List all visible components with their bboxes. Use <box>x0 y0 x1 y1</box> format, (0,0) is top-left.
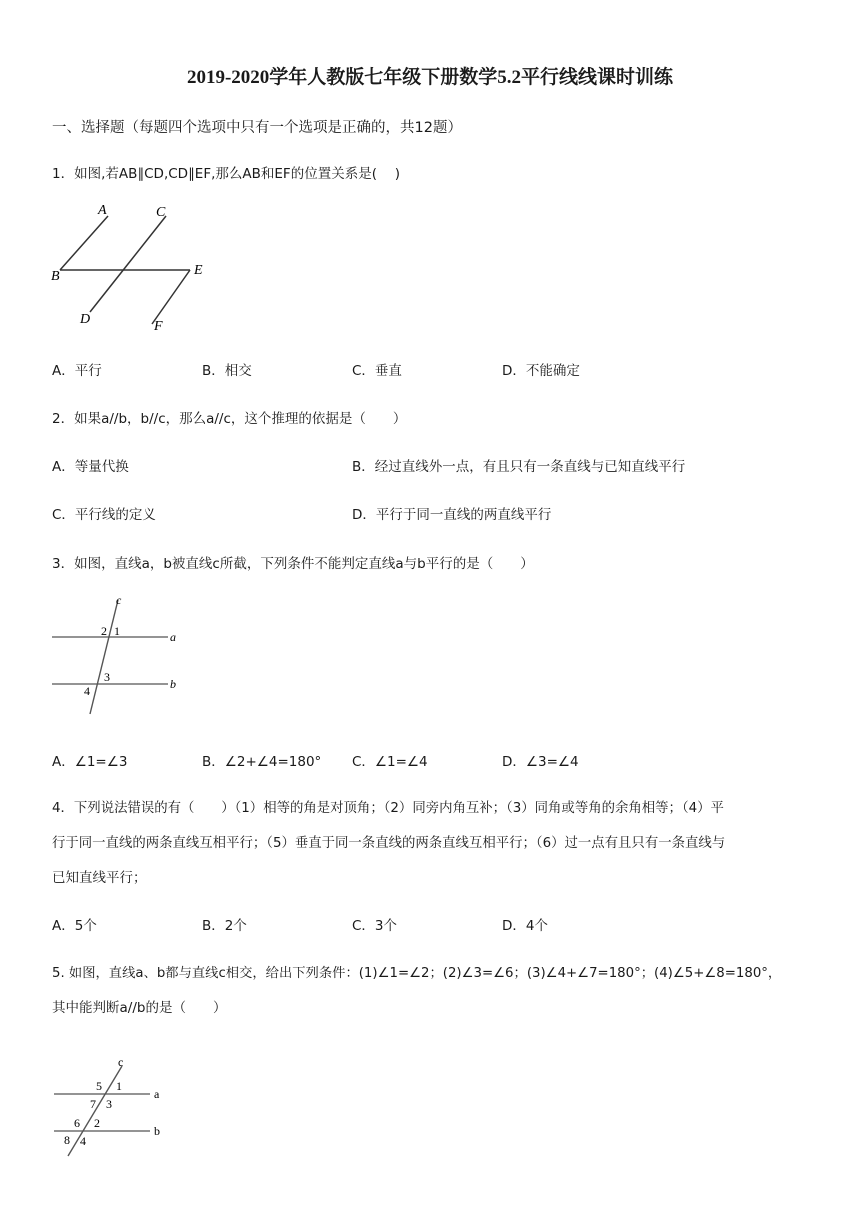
q1-option-d[interactable]: D．不能确定 <box>502 363 580 379</box>
section-heading: 一、选择题（每题四个选项中只有一个选项是正确的，共12题） <box>52 120 462 136</box>
q1-option-a[interactable]: A．平行 <box>52 363 102 379</box>
label-D: D <box>80 312 91 327</box>
angle-4-label: 4 <box>80 1134 86 1148</box>
angle-5-label: 5 <box>96 1079 102 1093</box>
q3-option-c[interactable]: C．∠1=∠4 <box>352 754 428 770</box>
q4-option-a[interactable]: A．5个 <box>52 918 97 934</box>
angle-2-label: 2 <box>94 1116 100 1130</box>
q1-option-c[interactable]: C．垂直 <box>352 363 402 379</box>
q3-option-d[interactable]: D．∠3=∠4 <box>502 754 579 770</box>
q4-option-c[interactable]: C．3个 <box>352 918 398 934</box>
q2-option-b[interactable]: B．经过直线外一点，有且只有一条直线与已知直线平行 <box>352 459 686 475</box>
question-5-figure <box>46 1054 176 1164</box>
question-4-line-3: 已知直线平行； <box>52 870 147 886</box>
label-a: a <box>154 1087 160 1101</box>
label-E: E <box>194 263 203 278</box>
question-4-line-2: 行于同一直线的两条直线互相平行；（5）垂直于同一条直线的两条直线互相平行；（6）过一点有且只有一条直线与 <box>52 836 726 851</box>
angle-6-label: 6 <box>74 1116 80 1130</box>
question-5-line-2: 其中能判断a//b的是（ ） <box>52 1000 227 1016</box>
question-5-line-1: 5. 如图，直线a、b都与直线c相交，给出下列条件：(1)∠1=∠2；(2)∠3=∠6；(3)∠4+∠7=180°；(4)∠5+∠8=180°， <box>52 966 782 981</box>
angle-3-label: 3 <box>104 670 110 684</box>
angle-8-label: 8 <box>64 1133 70 1147</box>
angle-4-label: 4 <box>84 684 90 698</box>
q3-option-b[interactable]: B．∠2+∠4=180° <box>202 754 322 770</box>
question-1-figure <box>46 200 216 335</box>
q1-option-b[interactable]: B．相交 <box>202 363 252 379</box>
label-c: c <box>118 1055 124 1069</box>
angle-2-label: 2 <box>101 624 107 638</box>
angle-7-label: 7 <box>90 1097 96 1111</box>
q2-option-c[interactable]: C．平行线的定义 <box>52 507 156 523</box>
question-2-stem: 2．如果a//b，b//c，那么a//c，这个推理的依据是（ ） <box>52 411 407 427</box>
label-b: b <box>154 1124 160 1138</box>
label-B: B <box>51 269 60 284</box>
question-4-line-1: 4．下列说法错误的有（ ）（1）相等的角是对顶角；（2）同旁内角互补；（3）同角或等角的余角相等；（4）平 <box>52 801 724 816</box>
page-title: 2019-2020学年人教版七年级下册数学5.2平行线线课时训练 <box>186 67 674 88</box>
question-1-stem: 1．如图,若AB∥CD,CD∥EF,那么AB和EF的位置关系是( ) <box>52 166 401 182</box>
q4-option-b[interactable]: B．2个 <box>202 918 247 934</box>
question-3-stem: 3．如图，直线a，b被直线c所截，下列条件不能判定直线a与b平行的是（ ） <box>52 556 534 572</box>
label-b: b <box>170 677 176 691</box>
q2-option-d[interactable]: D．平行于同一直线的两直线平行 <box>352 507 552 523</box>
angle-3-label: 3 <box>106 1097 112 1111</box>
label-C: C <box>156 205 166 220</box>
label-a: a <box>170 630 176 644</box>
label-A: A <box>98 203 107 218</box>
q4-option-d[interactable]: D．4个 <box>502 918 548 934</box>
angle-1-label: 1 <box>114 624 120 638</box>
angle-1-label: 1 <box>116 1079 122 1093</box>
q3-option-a[interactable]: A．∠1=∠3 <box>52 754 128 770</box>
label-c: c <box>116 593 122 607</box>
label-F: F <box>154 319 163 334</box>
q2-option-a[interactable]: A．等量代换 <box>52 459 129 475</box>
question-3-figure <box>46 592 191 722</box>
